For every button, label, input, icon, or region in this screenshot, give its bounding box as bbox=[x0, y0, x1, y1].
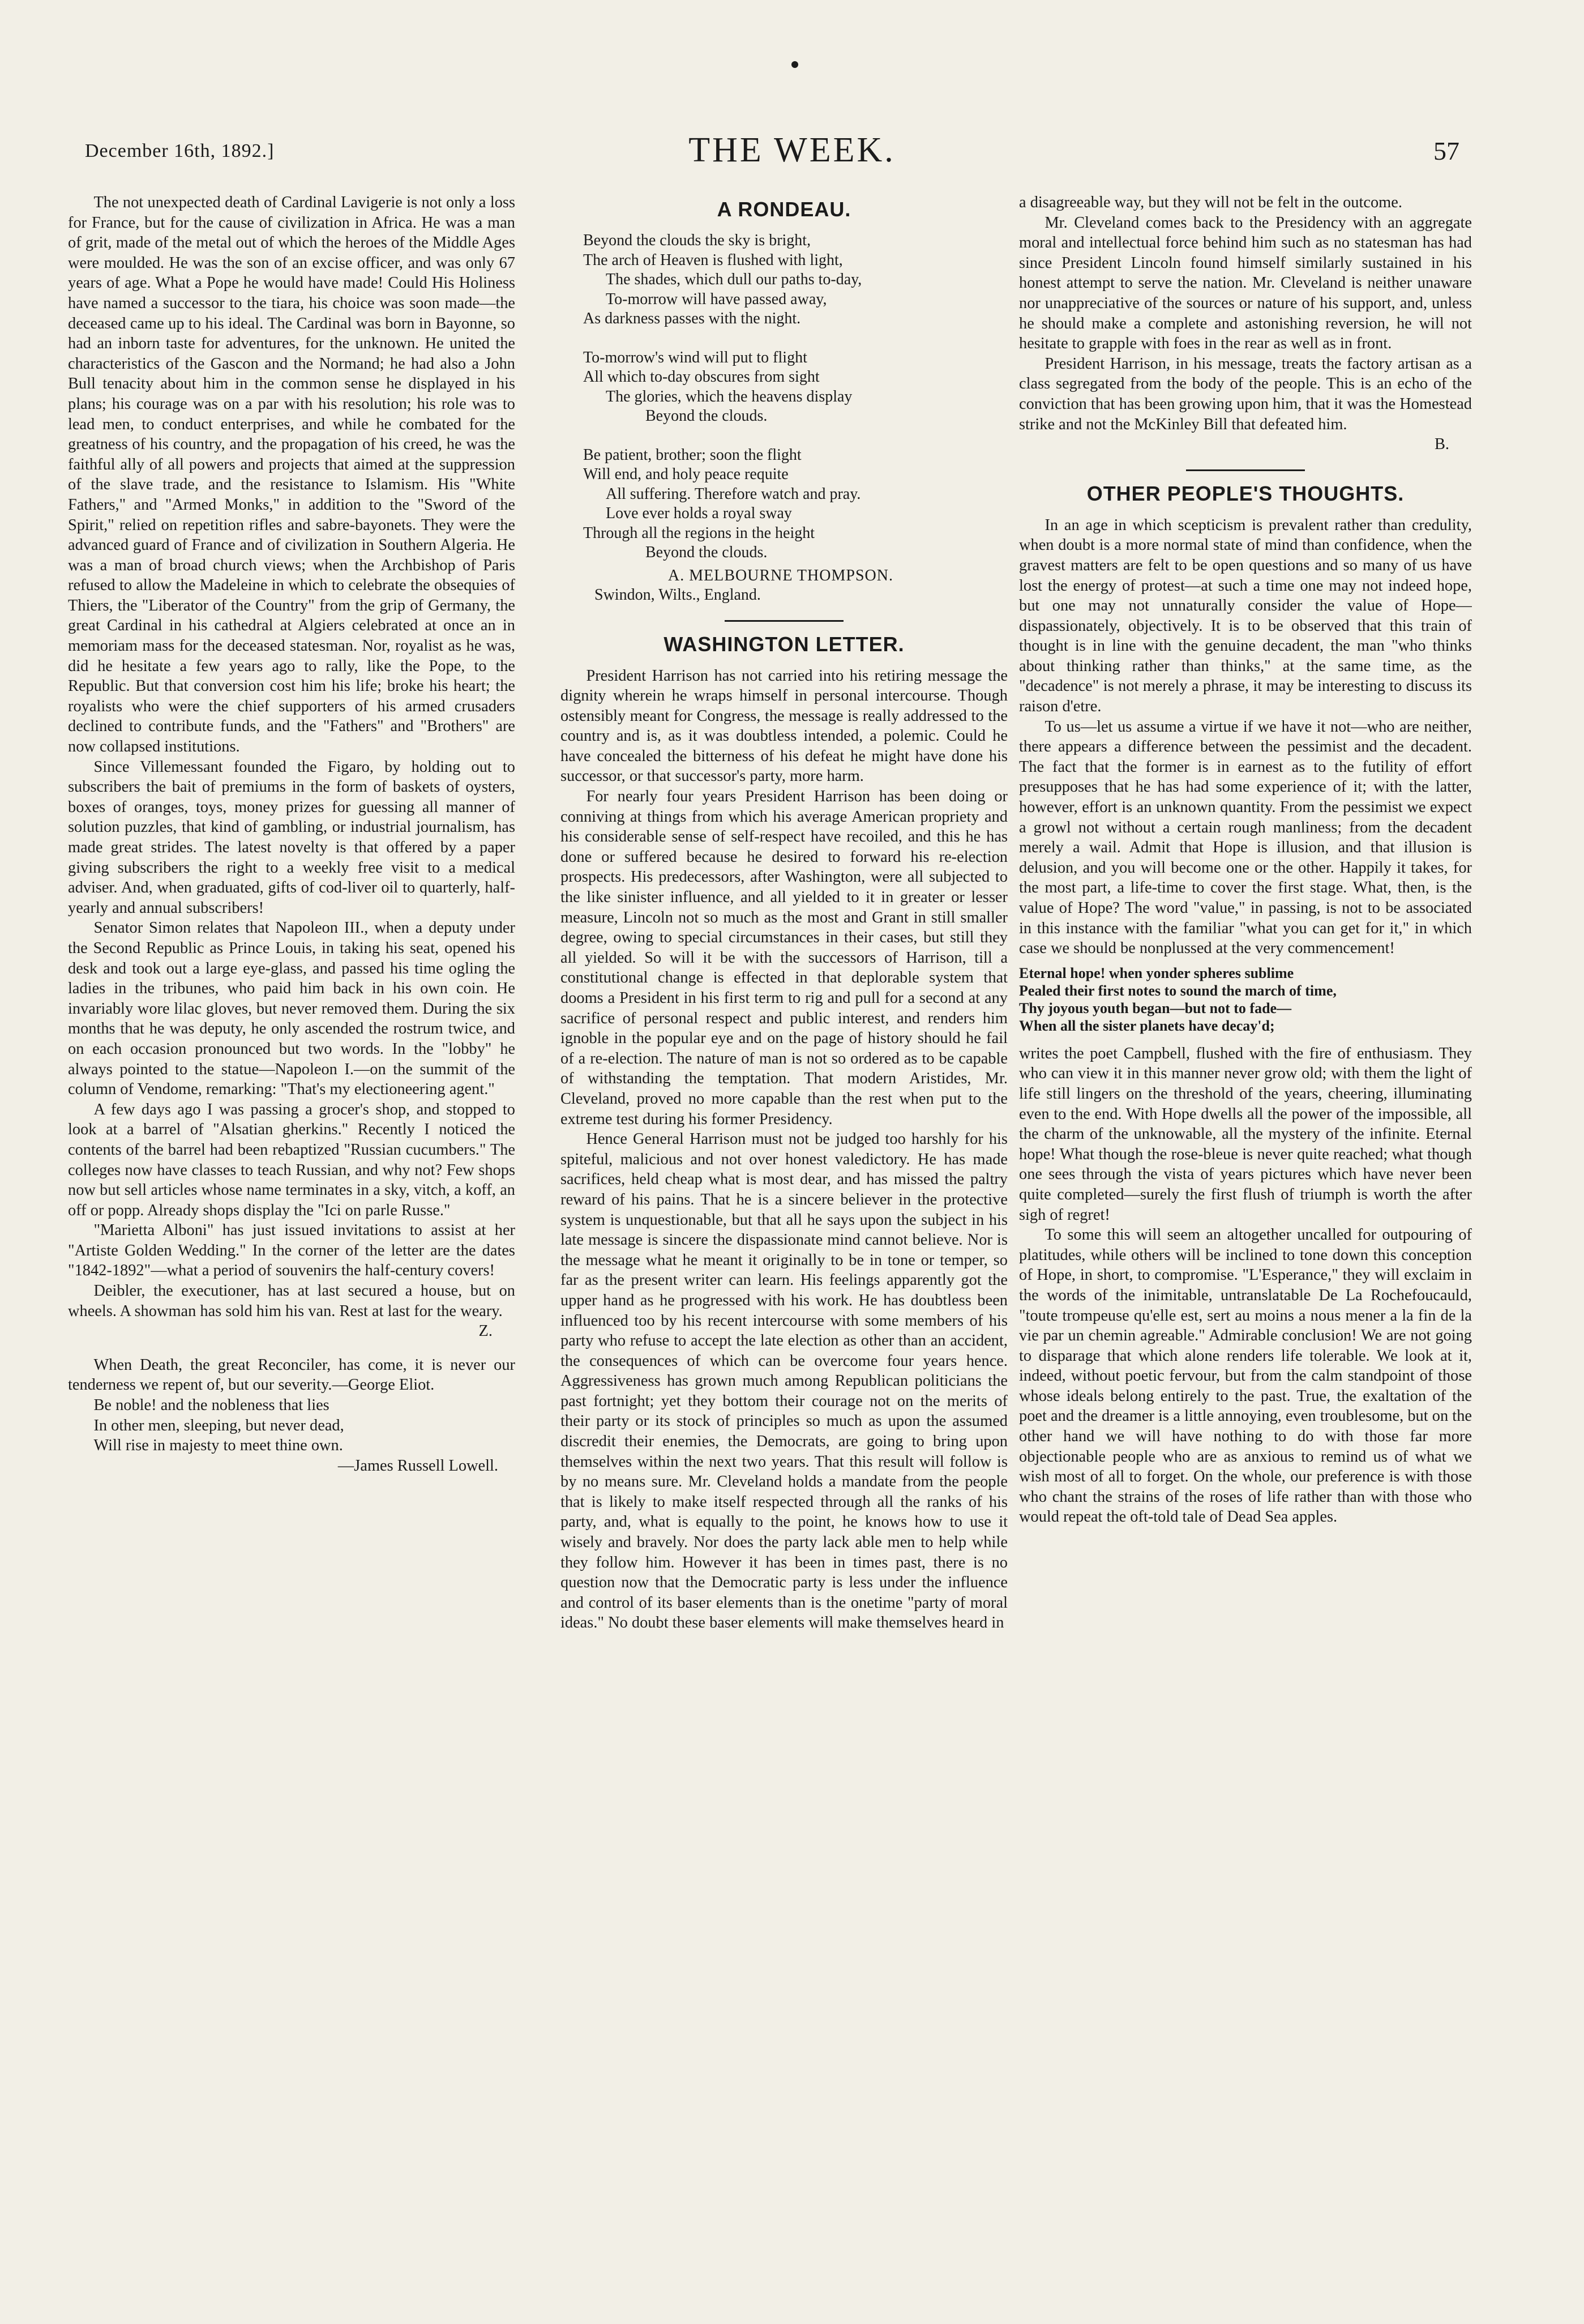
paragraph-deibler: Deibler, the executioner, has at last secured a house, but on wheels. A showman has sold him his van. Rest at last for the weary. bbox=[68, 1282, 515, 1320]
paragraph-esperance: To some this will seem an altogether uncalled for outpouring of platitudes, while others will be inclined to tone down this conception of Hope, in short, to compromise. "L'Esperance," they will exclaim in the words of the inimitable, untranslatable De La Rochefoucauld, "toute trompeuse qu'elle est, sert au moins a nous mener a la fin de la vie par un chemin agreable." Admirable conclusion! We are not going to disparage that which alone renders life tolerable. We look at it, indeed, without poetic fervour, but from the calm standpoint of those whose ideals belong entirely to the past. True, the exaltation of the poet and the dreamer is a little annoying, even troublesome, but on the other hand we will have nothing to do with those far more objectionable people who are as anxious to remind us of what we wish most of all to forget. On the whole, our preference is with those who chant the strains of the roses of life rather than with those who would repeat the oft-told tale of Dead Sea apples. bbox=[1019, 1226, 1472, 1526]
paragraph-gherkins: A few days ago I was passing a grocer's shop, and stopped to look at a barrel of "Alsatian gherkins." Recently I noticed the contents of the barrel had been rebaptized "Russian cucumbers." The colleges now have classes to teach Russian, and why not? Few shops now but sell articles whose name terminates in a sky, vitch, a koff, an off or popp. Already shops display the "Ici on parle Russe." bbox=[68, 1100, 515, 1219]
column-left bbox=[68, 193, 515, 2265]
paragraph-factory-artisan: President Harrison, in his message, treats the factory artisan as a class segregated from the body of the people. This is an echo of the conviction that has been growing upon him, that it was the Homestead strike and not the McKinley Bill that defeated him. bbox=[1019, 354, 1472, 433]
poem-line: The glories, which the heavens display bbox=[606, 387, 853, 405]
epigraph-line: Be noble! and the nobleness that lies bbox=[93, 1396, 329, 1415]
poem-line: As darkness passes with the night. bbox=[583, 310, 801, 327]
issue-date: December 16th, 1892.] bbox=[85, 140, 275, 161]
poem-line: The arch of Heaven is flushed with light, bbox=[583, 251, 843, 269]
poem-line: Be patient, brother; soon the flight bbox=[583, 446, 802, 464]
paragraph-napoleon: Senator Simon relates that Napoleon III., when a deputy under the Second Republic as Prince Louis, in taking his seat, opened his desk and took out a large eye-glass, and passed his time ogling the ladies in the tribunes, who paid him back in his own coin. He invariably wore lilac gloves, but never removed them. During the six months that he was deputy, he only ascended the rostrum twice, and on each occasion pronounced but two words. In the "lobby" he always pointed to the statue—Napoleon I.—on the summit of the column of Vendome, remarking: "That's my electioneering agent." bbox=[68, 919, 515, 1099]
paragraph-pessimist: To us—let us assume a virtue if we have it not—who are neither, there appears a difference between the pessimist and the decadent. The fact that the former is in earnest as to the futility of effort presupposes that he has had some experience of it; with the latter, however, effort is an unknown quantity. From the pessimist we expect a growl not without a certain rough manliness; from the decadent merely a wail. Admit that Hope is illusion, and that illusion is delusion, and you will become one or the other. Happily it takes, for the most part, a life-time to cover the first stage. What, then, is the value of Hope? The word "value," in passing, is not to be associated in this instance with the familiar "what you can get for it," in which case we should be nonplussed at the very commencement! bbox=[1019, 717, 1472, 958]
poem-line: All which to-day obscures from sight bbox=[583, 368, 820, 386]
poem-place: Swindon, Wilts., England. bbox=[594, 586, 761, 604]
signature-b: B. bbox=[1434, 435, 1449, 454]
poem-line: Beyond the clouds. bbox=[645, 544, 768, 561]
stanza-2 bbox=[583, 348, 1008, 426]
poem-line: To-morrow's wind will put to flight bbox=[583, 348, 807, 366]
epigraph-line: In other men, sleeping, but never dead, bbox=[93, 1416, 344, 1434]
paragraph-scepticism: In an age in which scepticism is prevalent rather than credulity, when doubt is a more normal state of mind than confidence, when the gravest matters are felt to be open questions and so many of us have lost the energy of protest—at such a time one may not indeed hope, but one may not unnaturally consider the value of Hope—dispassionately, objectively. It is to be observed that this train of thought is in line with the genuine decadent, the man "who thinks about thinking rather than thinks," at the same time, as the "decadence" is not merely a phrase, it may be interesting to discuss its raison d'etre. bbox=[1019, 516, 1472, 716]
poem-line: The shades, which dull our paths to-day, bbox=[606, 271, 862, 288]
paragraph-continued: a disagreeable way, but they will not be felt in the outcome. bbox=[1019, 194, 1402, 211]
section-rule bbox=[725, 620, 844, 622]
paragraph-alboni: "Marietta Alboni" has just issued invitations to assist at her "Artiste Golden Wedding." In the corner of the letter are the dates "1842-1892"—what a period of souvenirs the half-century covers! bbox=[68, 1221, 515, 1280]
column-right bbox=[1019, 193, 1472, 2265]
epigraph-attribution: —James Russell Lowell. bbox=[337, 1456, 498, 1475]
paragraph-cleveland: Mr. Cleveland comes back to the Presidency with an aggregate moral and intellectual force behind him such as no statesman has had since President Lincoln found himself similarly sustained in his honest attempt to serve the nation. Mr. Cleveland is neither unaware nor unappreciative of the sources or nature of his support, and, unless he should make a complete and astonishing reversion, he will not hesitate to grapple with foes in the rear as well as in front. bbox=[1019, 213, 1472, 353]
poem-line: Will end, and holy peace requite bbox=[583, 465, 789, 483]
epigraphs bbox=[68, 1355, 515, 1476]
verse-line: When all the sister planets have decay'd; bbox=[1019, 1017, 1275, 1034]
paragraph-four-years: For nearly four years President Harrison has been doing or conniving at things from which his average American propriety and his considerable sense of self-respect have recoiled, and this he has done or suffered because he desired to forward his re-election prospects. His predecessors, after Washington, were all subjected to the like sinister influence, and all yielded to it in greater or lesser measure, Lincoln not so much as the most and Grant in still smaller degree, owing to special circumstances in their cases, but still they all yielded. So will it be with the successors of Harrison, till a constitutional change is effected in that deplorable system that dooms a President in his first term to rig and pull for a second at any sacrifice of personal respect and public interest, and renders him ignoble in the popular eye and on the page of history should he fail of a re-election. The nature of man is not so ordered as to be capable of withstanding the temptation. That modern Aristides, Mr. Cleveland, proved no more capable than the rest when put to the extreme test during his former Presidency. bbox=[560, 788, 1008, 1128]
verse-line: Eternal hope! when yonder spheres sublime bbox=[1019, 964, 1294, 981]
page-header bbox=[0, 130, 1584, 181]
washington-letter-title: WASHINGTON LETTER. bbox=[663, 632, 905, 656]
other-peoples-thoughts-title: OTHER PEOPLE'S THOUGHTS. bbox=[1086, 481, 1405, 505]
stanza-3 bbox=[583, 446, 1008, 563]
rondeau-title: A RONDEAU. bbox=[717, 198, 851, 221]
poem-line: All suffering. Therefore watch and pray. bbox=[606, 485, 861, 503]
paragraph-figaro: Since Villemessant founded the Figaro, by holding out to subscribers the bait of premiums in the form of baskets of oysters, boxes of oranges, toys, money prizes for guessing all manner of solution puzzles, that kind of gambling, or industrial journalism, has made great strides. The latest novelty is that offered by a paper giving subscribers the right to a weekly free visit to a medical adviser. And, when graduated, gifts of cod-liver oil to quarterly, half-yearly and annual subscribers! bbox=[68, 758, 515, 917]
poem-author: A. MELBOURNE THOMPSON. bbox=[668, 566, 893, 584]
rondeau-poem bbox=[583, 231, 1008, 605]
poem-line: To-morrow will have passed away, bbox=[606, 290, 827, 308]
ornament-dot bbox=[791, 61, 798, 68]
column-middle bbox=[560, 193, 1008, 2265]
paragraph-harrison-message: President Harrison has not carried into his retiring message the dignity wherein he wraps himself in personal intercourse. Though ostensibly meant for Congress, the message is really addressed to the country and is, as it was doubtless intended, a polemic. Could he have concealed the bitterness of his defeat he might have done his successor, or that successor's party, more harm. bbox=[560, 667, 1008, 785]
poem-line: Love ever holds a royal sway bbox=[606, 505, 792, 522]
campbell-verse bbox=[1019, 964, 1472, 1035]
epigraph-eliot: When Death, the great Reconciler, has come, it is never our tenderness we repent of, but our severity.—George Eliot. bbox=[68, 1356, 515, 1394]
stanza-1 bbox=[583, 231, 1008, 329]
verse-line: Pealed their first notes to sound the march of time, bbox=[1019, 982, 1337, 999]
poem-line: Beyond the clouds. bbox=[645, 407, 768, 425]
masthead: THE WEEK. bbox=[688, 131, 896, 169]
paragraph-hence-harrison: Hence General Harrison must not be judged too harshly for his spiteful, malicious and not over honest valedictory. He has made sacrifices, held cheap what is most dear, and has missed the paltry reward of his pains. That he is a sincere believer in the protective system is unquestionable, but that all he says upon the subject in his late message is sincere the dispassionate mind cannot believe. Nor is the message what he meant it originally to be in tone or temper, so far as the present writer can learn. His feelings apparently got the upper hand as he progressed with his work. He has doubtless been influenced too by his recent intercourse with some members of his party who refuse to accept the late election as other than an accident, the consequences of which can be overcome four years hence. Aggressiveness has grown much among Republican politicians the past fortnight; yet they bottom their courage not on the merits of their party or its stock of principles so much as upon the assumed discredit their enemies, the Democrats, are going to bring upon themselves within the next two years. That this result will follow is by no means sure. Mr. Cleveland holds a mandate from the people that is likely to make itself respected through all the ranks of his party, and, what is equally to the point, he knows how to use it wisely and bravely. Nor does the party lack able men to help while they follow him. However it has been in times past, there is no question now that the Democratic party is less under the influence and control of its baser elements than is the onetime "party of moral ideas." No doubt these baser elements will make themselves heard in bbox=[560, 1130, 1008, 1632]
page-number: 57 bbox=[1433, 136, 1459, 165]
poem-line: Through all the regions in the height bbox=[583, 524, 815, 542]
signature-z: Z. bbox=[478, 1322, 493, 1340]
section-rule bbox=[1186, 469, 1305, 471]
verse-line: Thy joyous youth began—but not to fade— bbox=[1019, 999, 1292, 1016]
paragraph-campbell: writes the poet Campbell, flushed with the fire of enthusiasm. They who can view it in this manner never grow old; with them the light of life still lingers on the threshold of the years, cheering, illuminating even to the end. With Hope dwells all the power of the impossible, all the charm of the unknowable, all the mystery of the infinite. Eternal hope! What though the rose-bleue is never quite reached; what though one sees through the vista of years pictures which have never been quite completed—surely the first flush of triumph is worth the after sigh of regret! bbox=[1019, 1044, 1472, 1224]
poem-line: Beyond the clouds the sky is bright, bbox=[583, 232, 811, 249]
paragraph-lavigerie: The not unexpected death of Cardinal Lavigerie is not only a loss for France, but for the cause of civilization in Africa. He was a man of grit, made of the metal out of which the heroes of the Middle Ages were moulded. He was the son of an excise officer, and was only 67 years of age. What a Pope he would have made! Could His Holiness have named a successor to the tiara, his choice was soon made—the deceased came up to his ideal. The Cardinal was born in Bayonne, so had an inborn taste for adventures, for the unknown. He united the characteristics of the Gascon and the Normand; he had also a John Bull tenacity about him in the common sense he displayed in his plans; his courage was on a par with his resolution; his role was to lead men, to conduct enterprises, and while he combated for the greatness of his country, and the propagation of his creed, he was the faithful ally of all powers and projects that aimed at the suppression of the slave trade, and the resistance to Islamism. His "White Fathers," and "Armed Monks," in addition to the "Sword of the Spirit," relied on repetition rifles and sabre-bayonets. They were the advanced guard of France and of civilization in Southern Algeria. He was a man of broad church views; when the Archbishop of Paris refused to allow the Madeleine in which to celebrate the obsequies of Thiers, the "Liberator of the Country" from the grip of Germany, the great Cardinal in his cathedral at Algiers celebrated at once an in memoriam mass for the deceased statesman. Nor, royalist as he was, did he hesitate a few years ago to rally, like the Pope, to the Republic. But that conversion cost him his life; broke his heart; the royalists who were the chief supporters of his armed crusaders declined to contribute funds, and the "Fathers" and "Brothers" are now collapsed institutions. bbox=[68, 194, 515, 756]
epigraph-line: Will rise in majesty to meet thine own. bbox=[93, 1437, 343, 1455]
